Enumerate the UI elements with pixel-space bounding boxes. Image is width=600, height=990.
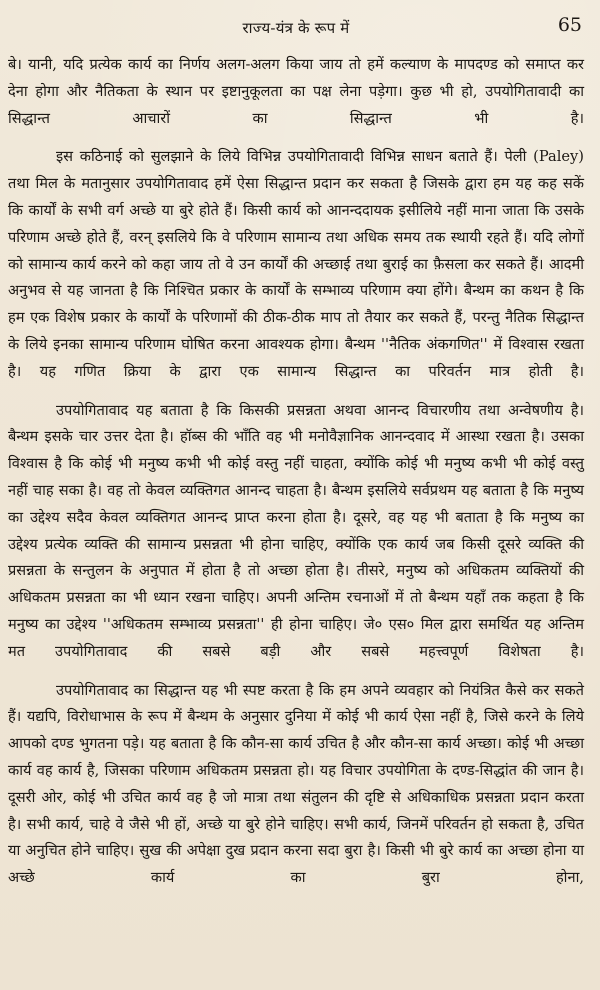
paragraph: उपयोगितावाद का सिद्धान्त यह भी स्पष्ट करता है कि हम अपने व्यवहार को नियंत्रित कैसे कर सकते हैं। यद्यपि, विरोधाभास के रूप में बैन्थम के अनुसार दुनिया में कोई भी कार्य ऐसा नहीं है, जिसे करने के लिये आपको दण्ड भुगतना पड़े। यह बताता है कि कौन-सा कार्य उचित है और कौन-सा कार्य अच्छा। कोई भी अच्छा कार्य वह कार्य है, जिसका परिणाम अधिकतम प्रसन्नता हो। यह विचार उपयोगिता के दण्ड-सिद्धांत की जान है। दूसरी ओर, कोई भी उचित कार्य वह है जो मात्रा तथा संतुलन की दृष्टि से अधिकाधिक प्रसन्नता प्रदान करता है। सभी कार्य, चाहे वे जैसे भी हों, अच्छे या बुरे होने चाहिए। सभी कार्य, जिनमें परिवर्तन हो सकता है, उचित या अनुचित होने चाहिए। सुख की अपेक्षा दुख प्रदान करना सदा बुरा है। किसी भी बुरे कार्य का अच्छा होना या अच्छे कार्य का बुरा होना, <box>8 681 584 887</box>
page-header <box>8 14 584 44</box>
paragraph: उपयोगितावाद यह बताता है कि किसकी प्रसन्नता अथवा आनन्द विचारणीय तथा अन्वेषणीय है। बैन्थम इसके चार उत्तर देता है। हॉब्स की भाँति वह भी मनोवैज्ञानिक आनन्दवाद में आस्था रखता है। उसका विश्वास है कि कोई भी मनुष्य कभी भी कोई वस्तु नहीं चाहता, क्योंकि कोई भी मनुष्य कभी भी कोई वस्तु नहीं चाह सका है। वह तो केवल व्यक्तिगत आनन्द चाहता है। बैन्थम इसलिये सर्वप्रथम यह बताता है कि मनुष्य का उद्देश्य सदैव केवल व्यक्तिगत आनन्द प्राप्त करना होता है। दूसरे, वह यह भी बताता है कि मनुष्य का उद्देश्य प्रत्येक व्यक्ति की सामान्य प्रसन्नता भी होना चाहिए, क्योंकि एक कार्य जब किसी दूसरे व्यक्ति की प्रसन्नता के सन्तुलन के अनुपात में होता है तो अच्छा होता है। तीसरे, मनुष्य को अधिकतम व्यक्तियों की अधिकतम प्रसन्नता का भी ध्यान रखना चाहिए। अपनी अन्तिम रचनाओं में तो बैन्थम यहाँ तक कहता है कि मनुष्य का उद्देश्य ''अधिकतम सम्भाव्य प्रसन्नता'' ही होना चाहिए। जे० एस० मिल द्वारा समर्थित यह अन्तिम मत उपयोगितावाद की सबसे बड़ी और सबसे महत्त्वपूर्ण विशेषता है। <box>8 401 584 660</box>
paragraph: इस कठिनाई को सुलझाने के लिये विभिन्न उपयोगितावादी विभिन्न साधन बताते हैं। पेली (Paley) तथा मिल के मतानुसार उपयोगितावाद हमें ऐसा सिद्धान्त प्रदान कर सकता है जिसके द्वारा हम यह कह सकें कि कार्यों के सभी वर्ग अच्छे या बुरे होते हैं। किसी कार्य को आनन्ददायक इसीलिये नहीं माना जाता कि उसके परिणाम अच्छे होते हैं, वरन् इसलिये कि वे परिणाम सामान्य तथा अधिक समय तक स्थायी रहते हैं। यदि लोगों को सामान्य कार्य करने को कहा जाय तो वे उन कार्यों की अच्छाई तथा बुराई का फ़ैसला कर सकते हैं। आदमी अनुभव से यह जानता है कि निश्चित प्रकार के कार्यों के सम्भाव्य परिणाम क्या होंगे। बैन्थम का कथन है कि हम एक विशेष प्रकार के कार्यों के परिणामों की ठीक-ठीक माप तो तैयार कर सकते हैं, परन्तु नैतिक सिद्धान्त के लिये इनका सामान्य परिणाम घोषित करना आवश्यक होगा। बैन्थम ''नैतिक अंकगणित'' में विश्वास रखता है। यह गणित क्रिया के द्वारा एक सामान्य सिद्धान्त का परिवर्तन मात्र होती है। <box>8 148 584 380</box>
page-number: 65 <box>557 14 582 36</box>
body-text <box>8 52 584 892</box>
paragraph: बे। यानी, यदि प्रत्येक कार्य का निर्णय अलग-अलग किया जाय तो हमें कल्याण के मापदण्ड को समाप्त कर देना होगा और नैतिकता के स्थान पर इष्टानुकूलता का पक्ष लेना पड़ेगा। कुछ भी हो, उपयोगितावादी का सिद्धान्त आचारों का सिद्धान्त भी है। <box>8 56 584 127</box>
running-head: राज्य-यंत्र के रूप में <box>242 19 350 37</box>
